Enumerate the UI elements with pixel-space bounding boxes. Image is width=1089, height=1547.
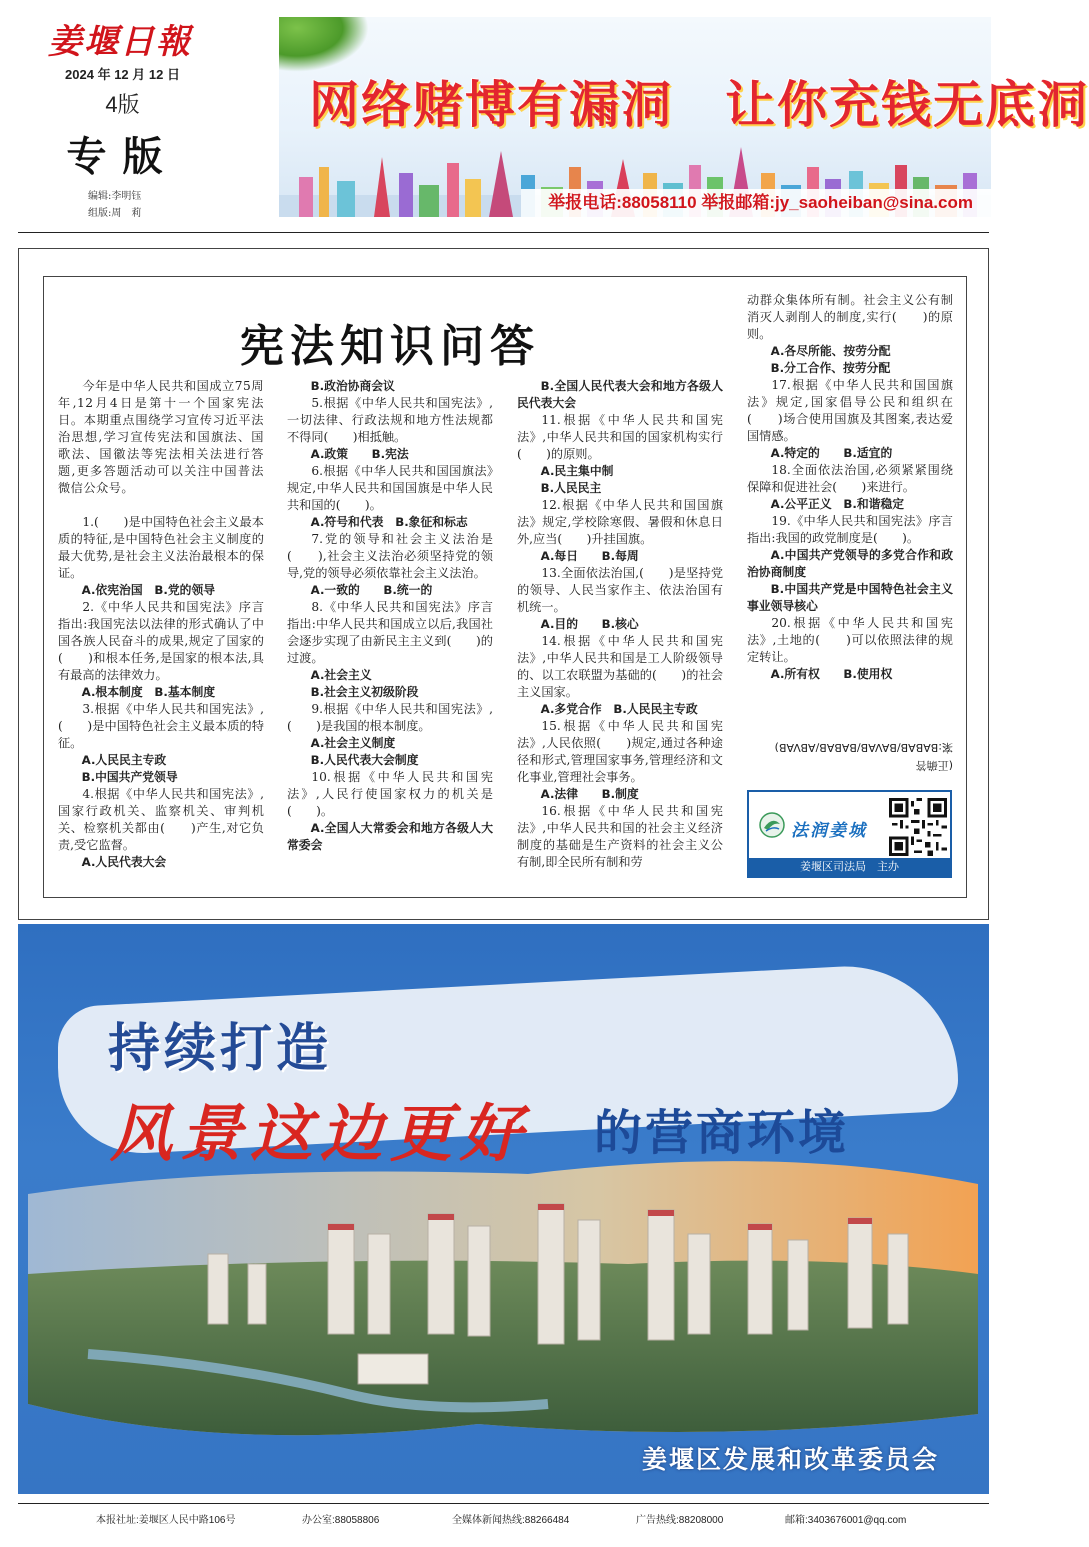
answer-option: A.每日 B.每周 (540, 549, 639, 563)
footer-divider (18, 1503, 989, 1504)
question-text: 13.全面依法治国,( )是坚持党的领导、人民当家作主、依法治国有机统一。 (517, 566, 723, 614)
answer-option: A.社会主义 (310, 668, 372, 682)
answer-option: A.根本制度 B.基本制度 (81, 685, 216, 699)
question-text: 6.根据《中华人民共和国国旗法》规定,中华人民共和国国旗是中华人民共和国的( )。 (287, 464, 493, 512)
issue-date: 2024 年 12 月 12 日 (65, 67, 180, 82)
answer-option: A.人民民主专政 (81, 753, 167, 767)
ad-sponsor-org: 姜堰区发展和改革委员会 (641, 1445, 939, 1474)
question-text: 9.根据《中华人民共和国宪法》,( )是我国的根本制度。 (287, 702, 493, 733)
answer-option: A.人民代表大会 (81, 855, 167, 869)
report-contacts (521, 189, 991, 217)
report-email[interactable]: 举报邮箱:jy_saoheiban@sina.com (701, 193, 973, 212)
ad-headline-highlight: 风景这边更好 (110, 1097, 531, 1170)
answer-option: B.社会主义初级阶段 (310, 685, 419, 699)
answer-option: A.各尽所能、按劳分配 (770, 344, 891, 358)
answer-option: A.多党合作 B.人民民主专政 (540, 702, 698, 716)
anti-gambling-banner[interactable] (279, 17, 1089, 217)
question-text: 4.根据《中华人民共和国宪法》,国家行政机关、监察机关、审判机关、检察机关都由( )产生,对它负责,受它监督。 (58, 787, 264, 852)
answer-option: B.人民民主 (540, 481, 602, 495)
article-column-2 (287, 378, 493, 854)
legal-emblem-icon (759, 812, 785, 838)
question-text: 2.《中华人民共和国宪法》序言指出:我国宪法以法律的形式确认了中国各族人民奋斗的成果,规定了国家的( )和根本任务,是国家的根本法,具有最高的法律效力。 (58, 600, 264, 682)
paragraph-gap (58, 497, 264, 514)
answer-option: B.中国共产党领导 (81, 770, 178, 784)
qr-code-icon[interactable] (889, 798, 947, 856)
question-text: 20.根据《中华人民共和国宪法》,土地的( )可以依照法律的规定转让。 (747, 616, 953, 664)
answer-option: A.符号和代表 B.象征和标志 (310, 515, 468, 529)
footer-address: 本报社址:姜堰区人民中路106号 (96, 1515, 236, 1526)
footer-ad-hotline: 广告热线:88208000 (636, 1515, 724, 1526)
answer-option: B.人民代表大会制度 (310, 753, 419, 767)
question-text: 17.根据《中华人民共和国国旗法》规定,国家倡导公民和组织在( )场合使用国旗及其图案,表达爱国情感。 (747, 378, 953, 443)
answer-option: A.公平正义 B.和谐稳定 (770, 497, 905, 511)
legal-box-title: 法润姜城 (791, 821, 867, 841)
answer-option: A.依宪治国 B.党的领导 (81, 583, 216, 597)
answer-option: A.中国共产党领导的多党合作和政治协商制度 (747, 548, 953, 579)
question-text: 3.根据《中华人民共和国宪法》,( )是中国特色社会主义最本质的特征。 (58, 702, 264, 750)
leaf-decoration (279, 17, 369, 72)
question-text: 8.《中华人民共和国宪法》序言指出:中华人民共和国成立以后,我国社会逐步实现了由新民主主义到( )的过渡。 (287, 600, 493, 665)
ad-headline-line2: 的营商环境 (594, 1105, 850, 1161)
legal-box-sponsor: 姜堰区司法局 主办 (749, 858, 950, 876)
question-text: 18.全面依法治国,必须紧紧围绕保障和促进社会( )来进行。 (747, 463, 953, 494)
answer-option: A.特定的 B.适宜的 (770, 446, 893, 460)
answer-option: A.目的 B.核心 (540, 617, 639, 631)
question-text: 19.《中华人民共和国宪法》序言指出:我国的政党制度是( )。 (747, 514, 953, 545)
city-aerial-photo (28, 1154, 978, 1454)
footer-news-hotline: 全媒体新闻热线:88266484 (452, 1515, 570, 1526)
question-text: 7.党的领导和社会主义法治是( ),社会主义法治必须坚持党的领导,党的领导必须依靠社会主义法治。 (287, 532, 493, 580)
question-text: 动群众集体所有制。社会主义公有制消灭人剥削人的制度,实行( )的原则。 (747, 293, 953, 341)
answer-option: A.政策 B.宪法 (310, 447, 409, 461)
business-environment-ad[interactable] (18, 924, 989, 1494)
masthead-divider (18, 232, 989, 233)
answer-option: A.一致的 B.统一的 (310, 583, 433, 597)
answer-option: A.全国人大常委会和地方各级人大常委会 (287, 821, 493, 852)
footer-office: 办公室:88058806 (302, 1515, 380, 1526)
question-text: 12.根据《中华人民共和国国旗法》规定,学校除寒假、暑假和休息日外,应当( )升挂国旗。 (517, 498, 723, 546)
editor-credit: 编辑:李明钰 (88, 191, 142, 202)
answer-option: A.所有权 B.使用权 (770, 667, 893, 681)
question-text: 16.根据《中华人民共和国宪法》,中华人民共和国的社会主义经济制度的基础是生产资料的社会主义公有制,即全民所有制和劳 (517, 804, 723, 869)
answer-option: B.分工合作、按劳分配 (770, 361, 891, 375)
page-number: 4版 (105, 92, 140, 117)
footer-email[interactable]: 邮箱:3403676001@qq.com (785, 1515, 907, 1526)
newspaper-footer (0, 1511, 1007, 1531)
section-title: 专版 (66, 133, 179, 180)
article-column-3 (517, 378, 723, 871)
layout-credit: 组版:周 莉 (88, 208, 142, 219)
answer-option: B.全国人民代表大会和地方各级人民代表大会 (517, 379, 723, 410)
question-text: 11.根据《中华人民共和国宪法》,中华人民共和国的国家机构实行( )的原则。 (517, 413, 723, 461)
answer-option: A.社会主义制度 (310, 736, 396, 750)
question-text: 1.( )是中国特色社会主义最本质的特征,是中国特色社会主义制度的最大优势,是社会主义法治最根本的保证。 (58, 515, 264, 580)
newspaper-logo[interactable]: 姜堰日報 (48, 22, 192, 62)
question-text: 10.根据《中华人民共和国宪法》,人民行使国家权力的机关是( )。 (287, 770, 493, 818)
report-phone[interactable]: 举报电话:88058110 (548, 193, 697, 212)
article-column-4 (747, 292, 953, 683)
question-text: 5.根据《中华人民共和国宪法》,一切法律、行政法规和地方性法规都不得同( )相抵触。 (287, 396, 493, 444)
editor-credits (88, 188, 141, 222)
article-column-1 (58, 378, 264, 871)
answer-key-inverted: (正确答案:BABAB/BAVAB/BABAB/ABVAB) (774, 741, 953, 772)
question-text: 今年是中华人民共和国成立75周年,12月4日是第十一个国家宪法日。本期重点围绕学习宣传习近平法治思想,学习宣传宪法和国旗法、国歌法、国徽法等宪法相关法进行答题,更多答题活动可以关注中国普法微信公众号。 (58, 379, 264, 495)
answer-option: B.中国共产党是中国特色社会主义事业领导核心 (747, 582, 953, 613)
question-text: 14.根据《中华人民共和国宪法》,中华人民共和国是工人阶级领导的、以工农联盟为基础的( )的社会主义国家。 (517, 634, 723, 699)
answer-option: A.法律 B.制度 (540, 787, 639, 801)
masthead (0, 0, 1089, 232)
article-title: 宪法知识问答 (240, 321, 540, 372)
ad-headline-line1: 持续打造 (108, 1019, 333, 1079)
answer-option: B.政治协商会议 (310, 379, 395, 393)
legal-sponsor-box (747, 790, 952, 878)
answer-option: A.民主集中制 (540, 464, 614, 478)
question-text: 15.根据《中华人民共和国宪法》,人民依照( )规定,通过各种途径和形式,管理国家事务,管理经济和文化事业,管理社会事务。 (517, 719, 723, 784)
banner-slogan: 网络赌博有漏洞 让你充钱无底洞 (309, 76, 1089, 134)
